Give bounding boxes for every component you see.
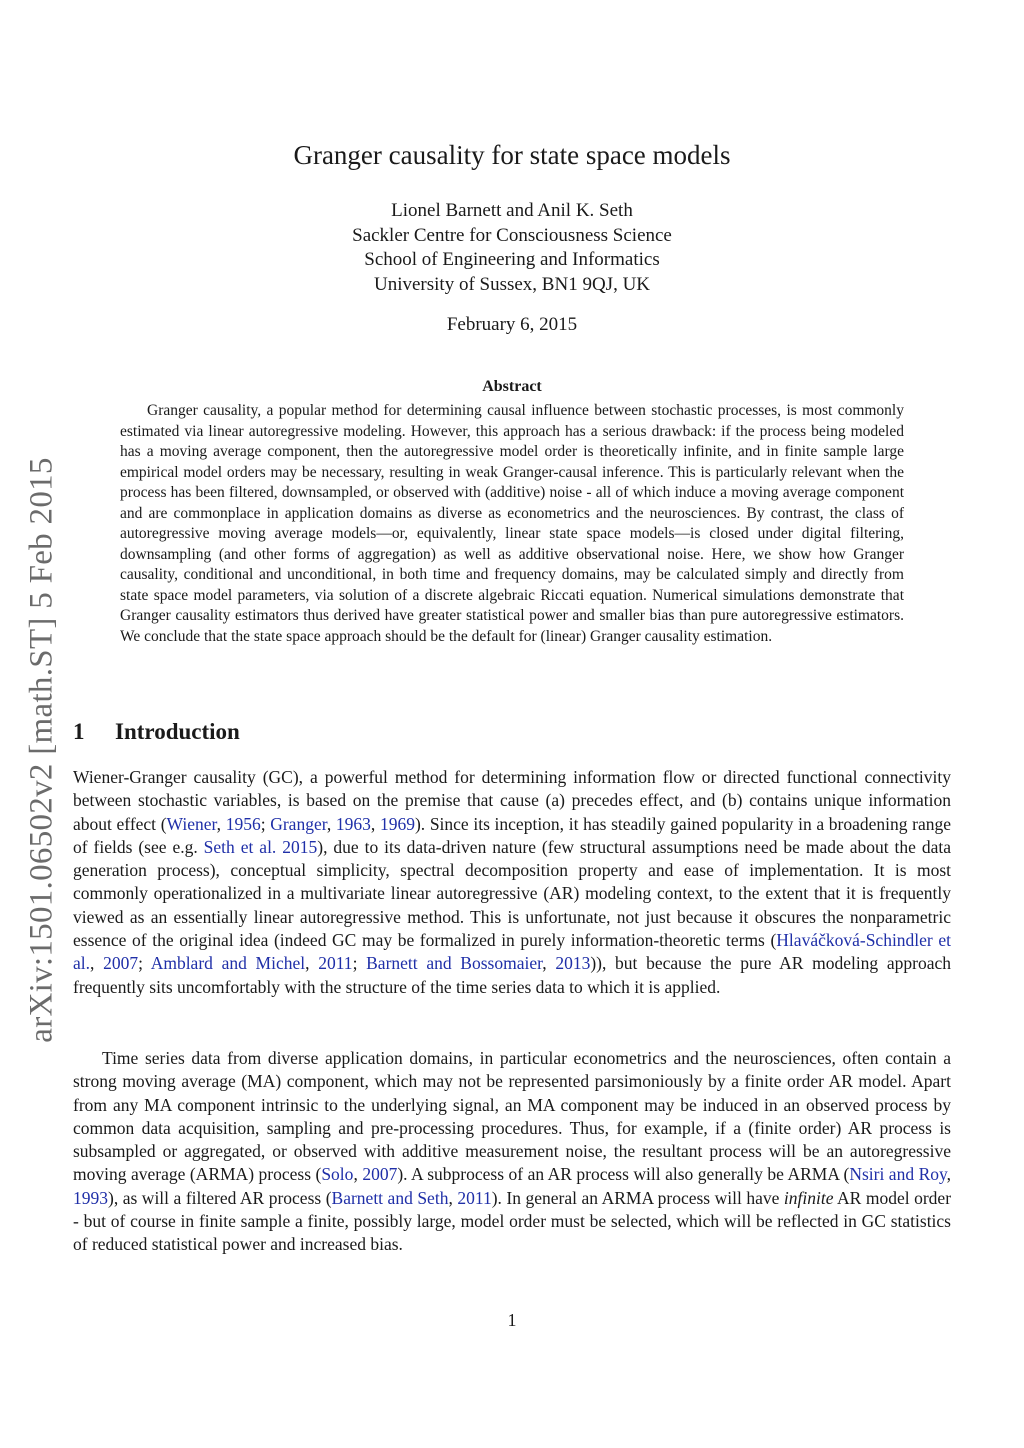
citation-link[interactable]: Granger <box>270 813 327 834</box>
text-run: , <box>90 953 104 974</box>
text-run: Time series data from diverse application domains, in particular econometrics and the neurosciences, often contain a strong moving average (MA) component, which may not be represented parsimoniously by a finite order AR model. Apart from any MA component intrinsic to the underlying signal, an MA component may be induced in an observed process by common data acquisition, sampling and pre-processing procedures. Thus, for example, if a (finite order) AR process is subsampled or aggregated, or observed with additive measurement noise, the resultant process will be an autoregressive moving average (ARMA) process ( <box>73 1048 951 1185</box>
text-run: , <box>370 813 380 834</box>
text-run: ). A subprocess of an AR process will also generally be ARMA ( <box>397 1164 850 1185</box>
citation-link[interactable]: Barnett and Bossomaier <box>366 953 543 974</box>
text-run: ), due to its data-driven nature (few structural assumptions need be made about the data generation process), conceptual simplicity, spectral decomposition property and ease of implementation. It is most commonly operationalized in a multivariate linear autoregressive (AR) modeling context, to the extent that it is frequently viewed as an essentially linear autoregressive method. This is unfortunate, not just because it obscures the nonparametric essence of the original idea (indeed GC may be formalized in purely information-theoretic terms ( <box>73 836 951 951</box>
abstract-text: Granger causality, a popular method for determining causal influence between stochastic processes, is most commonly estimated via linear autoregressive modeling. However, this approach has a serious drawback: if the process being modeled has a moving average component, then the autoregressive model order is theoretically infinite, and in finite sample large empirical model orders may be necessary, resulting in weak Granger-causal inference. This is particularly relevant when the process has been filtered, downsampled, or observed with (additive) noise - all of which induce a moving average component and are commonplace in application domains as diverse as econometrics and the neurosciences. By contrast, the class of autoregressive moving average models—or, equivalently, linear state space models—is closed under digital filtering, downsampling (and other forms of aggregation) as well as additive observational noise. Here, we show how Granger causality, conditional and unconditional, in both time and frequency domains, may be calculated simply and directly from state space model parameters, via solution of a discrete algebraic Riccati equation. Numerical simulations demonstrate that Granger causality estimators thus derived have greater statistical power and smaller bias than pure autoregressive estimators. We conclude that the state space approach should be the default for (linear) Granger causality estimation. <box>120 402 904 645</box>
citation-link[interactable]: 1963 <box>335 813 371 834</box>
citation-link[interactable]: 2007 <box>362 1164 398 1185</box>
publication-date: February 6, 2015 <box>446 314 578 335</box>
citation-link[interactable]: Hlaváčková-Schindler et al. <box>73 930 951 974</box>
citation-link[interactable]: Nsiri and Roy <box>849 1164 947 1185</box>
text-run: , <box>326 813 336 834</box>
section-title: Introduction <box>115 719 240 744</box>
text-run: ; <box>352 953 367 974</box>
text-run: , <box>305 953 319 974</box>
emphasis-infinite: infinite <box>783 1187 834 1208</box>
text-run: ; <box>138 953 151 974</box>
intro-paragraph-2 <box>73 1047 951 1257</box>
citation-link[interactable]: Seth et al. 2015 <box>203 836 318 857</box>
text-run: )), but because the pure AR modeling approach frequently sits uncomfortably with the structure of the time series data to which it is applied. <box>73 953 952 997</box>
page-number: 1 <box>507 1310 517 1330</box>
text-run: , <box>542 953 556 974</box>
author-block <box>0 199 1024 297</box>
text-run: Wiener-Granger causality (GC), a powerful method for determining information flow or directed functional connectivity between stochastic variables, is based on the premise that cause (a) precedes effect, and (b) contains unique information about effect ( <box>73 767 951 834</box>
author-names: Lionel Barnett and Anil K. Seth <box>391 200 633 221</box>
affiliation-university: University of Sussex, BN1 9QJ, UK <box>373 273 651 295</box>
citation-link[interactable]: 1956 <box>225 813 261 834</box>
citation-link[interactable]: Wiener <box>166 813 217 834</box>
paper-title: Granger causality for state space models <box>293 140 731 170</box>
affiliation-school: School of Engineering and Informatics <box>364 249 660 270</box>
citation-link[interactable]: 1969 <box>379 813 415 834</box>
citation-link[interactable]: Solo <box>321 1164 354 1185</box>
citation-link[interactable]: 2013 <box>555 953 591 974</box>
text-run: , <box>353 1164 363 1185</box>
arxiv-sidebar-identifier <box>22 440 62 1060</box>
arxiv-identifier-text: arXiv:1501.06502v2 [math.ST] 5 Feb 2015 <box>23 457 60 1043</box>
text-run: AR model order - but of course in finite sample a finite, possibly large, model order must be selected, which will be reflected in GC statistics of reduced statistical power and increased bias. <box>73 1187 952 1255</box>
text-run: ; <box>260 813 271 834</box>
abstract-heading: Abstract <box>482 378 542 395</box>
section-heading-introduction <box>73 719 240 745</box>
text-run: ). Since its inception, it has steadily gained popularity in a broadening range of fields (see e.g. <box>73 813 952 857</box>
citation-link[interactable]: Barnett and Seth <box>331 1187 449 1208</box>
citation-link[interactable]: 2007 <box>103 953 139 974</box>
citation-link[interactable]: 1993 <box>73 1187 108 1208</box>
affiliation-centre: Sackler Centre for Consciousness Science <box>352 224 672 246</box>
intro-paragraph-1 <box>73 766 951 999</box>
text-run: , <box>216 813 226 834</box>
text-run: , <box>946 1164 951 1185</box>
citation-link[interactable]: 2011 <box>318 953 353 974</box>
citation-link[interactable]: Amblard and Michel <box>150 953 306 974</box>
citation-link[interactable]: 2011 <box>457 1187 492 1208</box>
text-run: ). In general an ARMA process will have <box>491 1187 784 1208</box>
text-run: , <box>448 1187 458 1208</box>
section-number: 1 <box>73 719 85 744</box>
text-run: ), as will a filtered AR process ( <box>108 1187 332 1208</box>
